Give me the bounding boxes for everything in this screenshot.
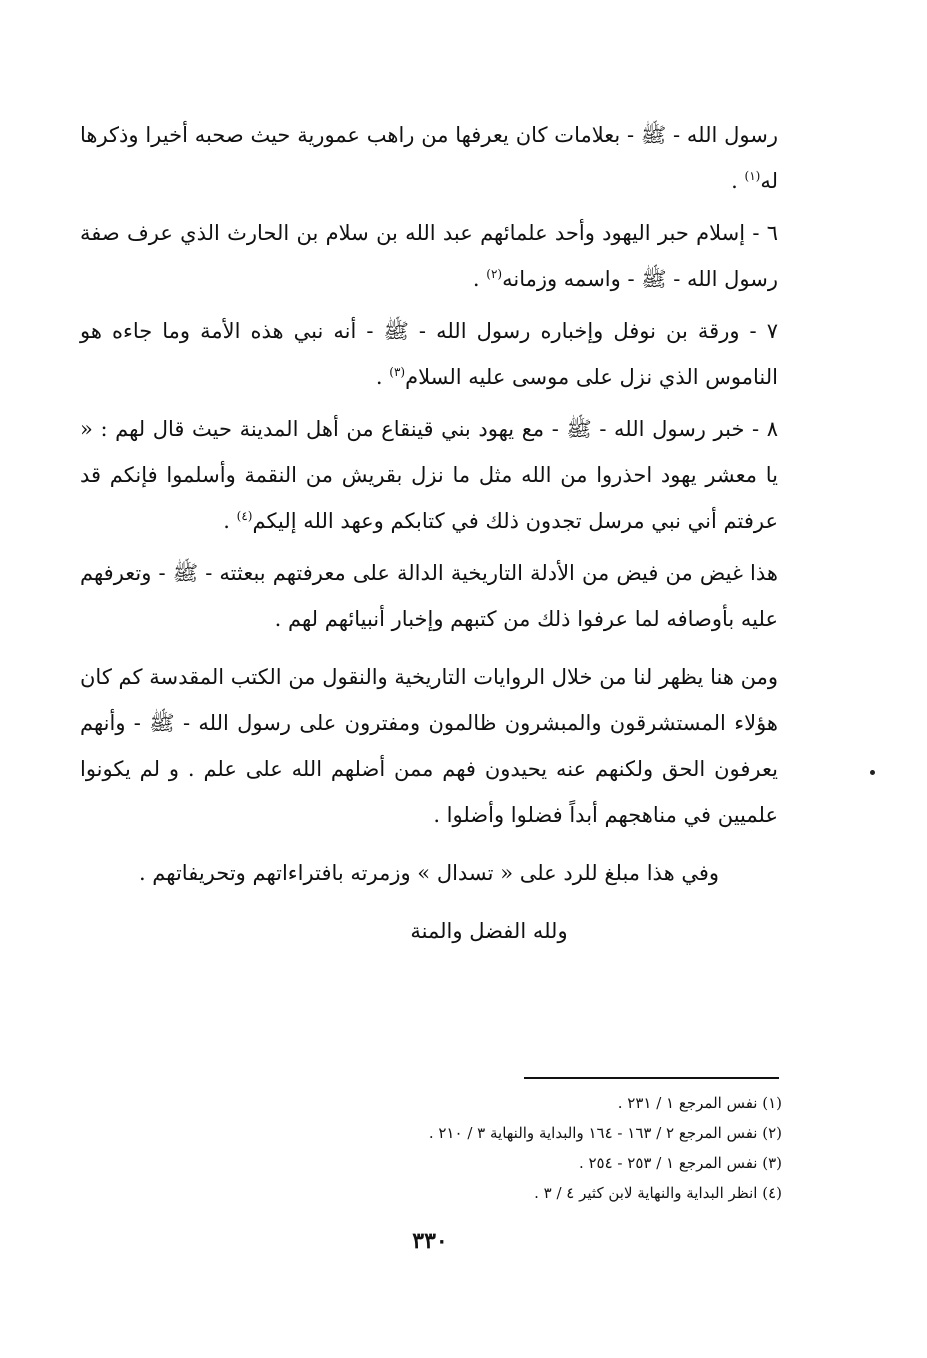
paragraph-1 — [80, 112, 778, 204]
footnote-ref-4[interactable]: (٤) — [236, 509, 253, 523]
main-text — [80, 112, 778, 975]
footnote-ref-2[interactable]: (٢) — [486, 267, 503, 281]
paragraph-5-text: هذا غيض من فيض من الأدلة التاريخية الدالة على معرفتهم ببعثته - ﷺ - وتعرفهم عليه بأوصافه لما عرفوا ذلك من كتبهم وإخبار أنبيائهم لهم . — [80, 561, 778, 631]
paragraph-4-text: ٨ - خبر رسول الله - ﷺ - مع يهود بني قينقاع من أهل المدينة حيث قال لهم : « يا معشر يهود احذروا من الله مثل ما نزل بقريش من النقمة وأسلموا فإنكم قد عرفتم أني نبي مرسل تجدون ذلك في كتابكم وعهد الله إليكم — [80, 417, 778, 533]
paragraph-6-text: ومن هنا يظهر لنا من خلال الروايات التاريخية والنقول من الكتب المقدسة كم كان هؤلاء المستشرقون والمبشرون ظالمون ومفترون على رسول الله - ﷺ - وأنهم يعرفون الحق ولكنهم عنه يحيدون فهم ممن أضلهم الله على علم . و لم يكونوا علميين في مناهجهم أبداً فضلوا وأضلوا . — [80, 665, 778, 827]
paragraph-4-tail: . — [223, 509, 237, 533]
paragraph-3 — [80, 308, 778, 400]
paragraph-3-tail: . — [375, 365, 390, 389]
footnote-ref-1[interactable]: (١) — [744, 169, 761, 183]
footnote-divider — [524, 1077, 779, 1079]
footnote-3: (٣) نفس المرجع ١ / ٢٥٣ - ٢٥٤ . — [578, 1154, 782, 1172]
paragraph-2-tail: . — [472, 267, 487, 291]
footnote-ref-3[interactable]: (٣) — [389, 365, 406, 379]
paragraph-7-text: وفي هذا مبلغ للرد على « تسدال » وزمرته بافتراءاتهم وتحريفاتهم . — [138, 861, 720, 885]
paragraph-7 — [80, 850, 778, 896]
closing-line: ولله الفضل والمنة — [410, 919, 568, 943]
paragraph-6 — [80, 654, 778, 838]
footnote-2: (٢) نفس المرجع ٢ / ١٦٣ - ١٦٤ والبداية والنهاية ٣ / ٢١٠ . — [428, 1124, 782, 1142]
scan-speck — [870, 770, 875, 775]
footnote-4: (٤) انظر البداية والنهاية لابن كثير ٤ / ٣ . — [534, 1184, 782, 1202]
footnote-1: (١) نفس المرجع ١ / ٢٣١ . — [617, 1094, 782, 1112]
page-number: ٣٣٠ — [412, 1228, 448, 1254]
paragraph-1-tail: . — [731, 169, 745, 193]
paragraph-2-text: ٦ - إسلام حبر اليهود وأحد علمائهم عبد الله بن سلام بن الحارث الذي عرف صفة رسول الله - ﷺ - واسمه وزمانه — [80, 221, 778, 291]
paragraph-4 — [80, 406, 778, 544]
footnotes — [300, 1088, 782, 1208]
paragraph-2 — [80, 210, 778, 302]
paragraph-3-text: ٧ - ورقة بن نوفل وإخباره رسول الله - ﷺ - أنه نبي هذه الأمة وما جاءه هو الناموس الذي نزل على موسى عليه السلام — [80, 319, 778, 389]
paragraph-1-text: رسول الله - ﷺ - بعلامات كان يعرفها من راهب عمورية حيث صحبه أخيرا وذكرها له — [80, 123, 778, 193]
paragraph-5 — [80, 550, 778, 642]
